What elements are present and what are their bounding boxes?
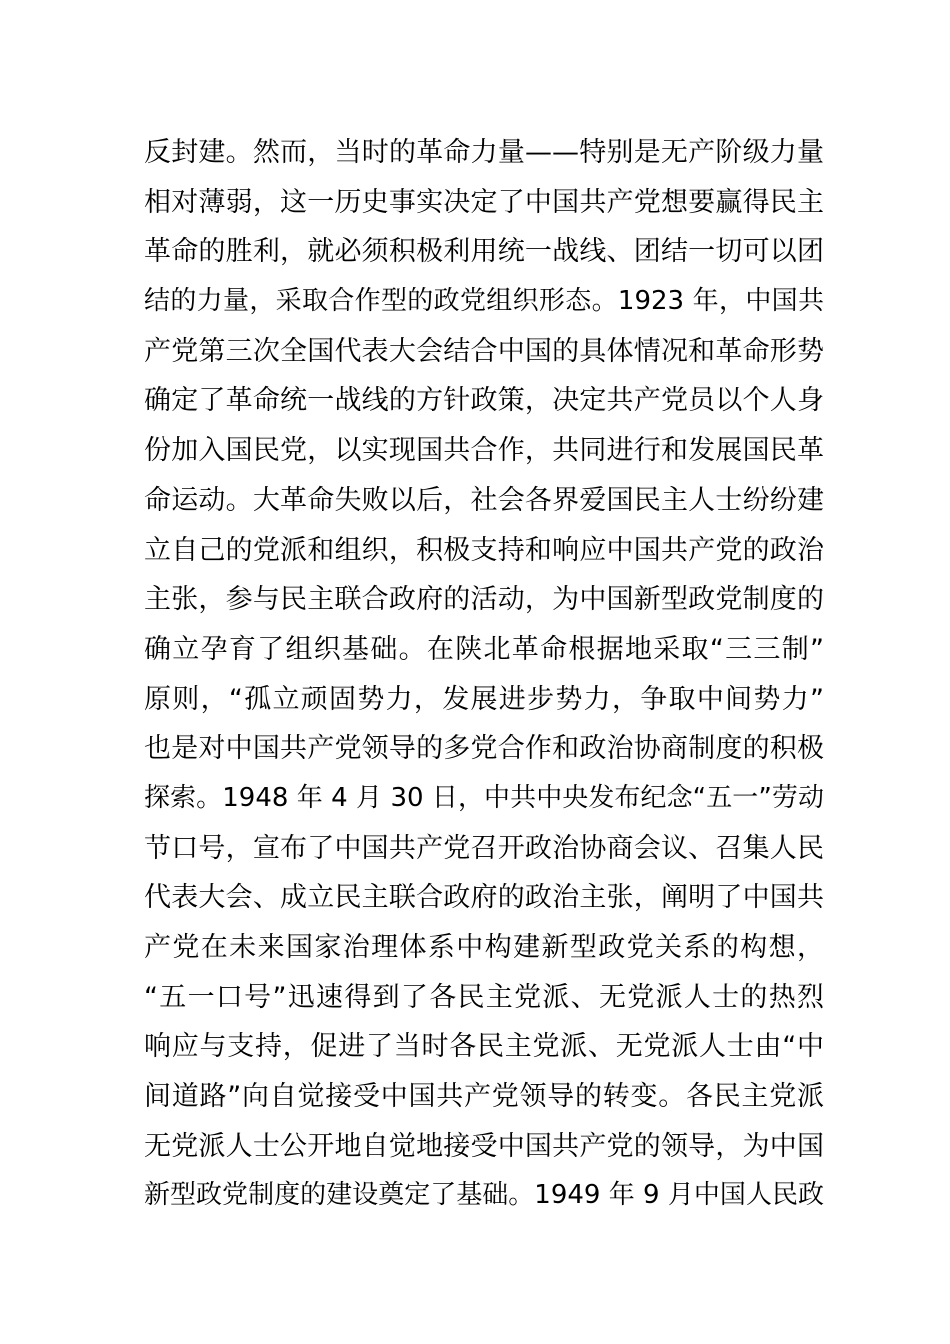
body-paragraph xyxy=(144,128,824,1221)
text-line-5: 产党第三次全国代表大会结合中国的具体情况和革命形势 xyxy=(144,335,824,367)
text-line-1: 反封建。然而，当时的革命力量——特别是无产阶级力量 xyxy=(144,137,824,168)
text-line-9: 立自己的党派和组织，积极支持和响应中国共产党的政治 xyxy=(144,534,824,566)
text-line-19: 响应与支持，促进了当时各民主党派、无党派人士由“中 xyxy=(144,1031,824,1063)
text-line-11: 确立孕育了组织基础。在陕北革命根据地采取“三三制” xyxy=(144,633,824,665)
text-line-17: 产党在未来国家治理体系中构建新型政党关系的构想， xyxy=(144,932,824,963)
text-line-18: “五一口号”迅速得到了各民主党派、无党派人士的热烈 xyxy=(144,981,824,1013)
text-line-16: 代表大会、成立民主联合政府的政治主张，阐明了中国共 xyxy=(144,882,824,914)
text-line-21: 无党派人士公开地自觉地接受中国共产党的领导，为中国 xyxy=(144,1130,824,1162)
text-line-14: 探索。1948 年 4 月 30 日，中共中央发布纪念“五一”劳动 xyxy=(144,782,824,813)
text-line-13: 也是对中国共产党领导的多党合作和政治协商制度的积极 xyxy=(144,733,824,765)
text-line-10: 主张，参与民主联合政府的活动，为中国新型政党制度的 xyxy=(144,584,824,616)
text-line-6: 确定了革命统一战线的方针政策，决定共产党员以个人身 xyxy=(144,385,824,417)
text-line-20: 间道路”向自觉接受中国共产党领导的转变。各民主党派 xyxy=(144,1081,824,1113)
text-line-2: 相对薄弱，这一历史事实决定了中国共产党想要赢得民主 xyxy=(144,186,824,218)
text-line-3: 革命的胜利，就必须积极利用统一战线、团结一切可以团 xyxy=(144,236,824,268)
text-line-7: 份加入国民党，以实现国共合作，共同进行和发展国民革 xyxy=(144,435,824,467)
text-line-8: 命运动。大革命失败以后，社会各界爱国民主人士纷纷建 xyxy=(144,484,824,516)
text-line-22: 新型政党制度的建设奠定了基础。1949 年 9 月中国人民政 xyxy=(144,1180,824,1211)
text-line-15: 节口号，宣布了中国共产党召开政治协商会议、召集人民 xyxy=(144,832,824,864)
text-line-12: 原则，“孤立顽固势力，发展进步势力，争取中间势力” xyxy=(144,683,824,715)
text-line-4: 结的力量，采取合作型的政党组织形态。1923 年，中国共 xyxy=(144,286,824,317)
